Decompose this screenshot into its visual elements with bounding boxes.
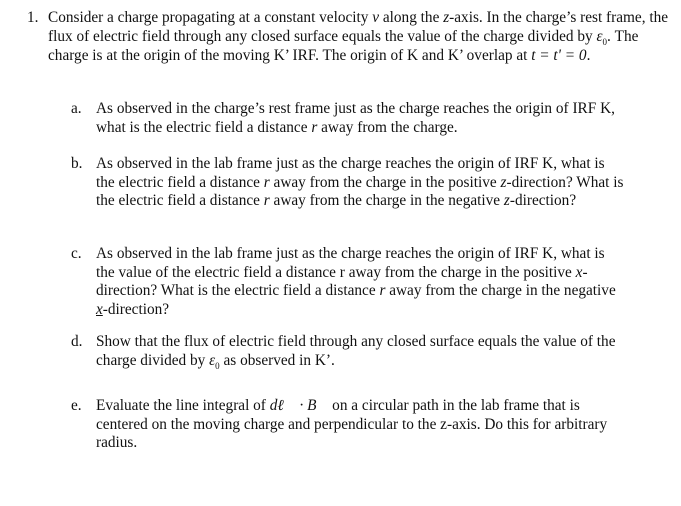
part-a (71, 100, 631, 137)
r-symbol: r (263, 192, 270, 210)
part-b-text (96, 155, 626, 211)
part-b-letter: b. (71, 155, 83, 172)
part-e-text-1: Evaluate the line integral of (96, 397, 270, 414)
part-c-letter: c. (71, 245, 82, 262)
part-c-text-2: -direction? What is the electric field a distance (96, 263, 588, 300)
part-e (71, 397, 631, 453)
epsilon-symbol: ε (209, 351, 216, 369)
part-e-text (96, 397, 626, 453)
x-symbol-underlined: x (96, 301, 103, 319)
part-b-text-2: away from the charge in the positive (269, 173, 501, 191)
problem-intro (48, 9, 672, 66)
epsilon-symbol: ε (596, 27, 603, 45)
part-a-text-1: As observed in the charge’s rest frame just as the charge reaches the origin of IRF K, what is the electric field a distance (96, 100, 615, 136)
z-symbol: z (500, 173, 507, 191)
intro-text-4: . The charge is at the origin of the moving K’ IRF. The origin of K and K’ overlap at (48, 27, 639, 65)
x-symbol: x (575, 263, 583, 281)
z-axis-symbol: z (443, 9, 450, 26)
part-c-text-3: away from the charge in the negative (385, 282, 616, 300)
z-symbol: z (503, 192, 510, 210)
part-d-text-2: as observed in K’. (219, 351, 335, 369)
intro-text-5: . (586, 47, 591, 65)
part-a-letter: a. (71, 100, 82, 117)
epsilon-subscript: 0 (215, 360, 220, 371)
part-e-text-2: on a circular path in the lab frame that is centered on the moving charge and perpendicular to the z-axis. Do this for arbitrary radius. (96, 397, 608, 452)
intro-text-1: Consider a charge propagating at a constant velocity (48, 9, 373, 26)
part-b-text-3: -direction? What is the electric field a distance (96, 173, 624, 210)
part-d-text (96, 333, 626, 371)
dl-dot-b-expression: dℓ⃗ · B⃗ (269, 397, 329, 414)
part-d (71, 333, 631, 371)
r-symbol: r (311, 118, 318, 136)
part-c-text (96, 245, 626, 320)
part-c-text-4: -direction? (102, 301, 170, 319)
problem-1 (27, 9, 672, 66)
part-b-text-1: As observed in the lab frame just as the charge reaches the origin of IRF K, what is the electric field a distance (96, 155, 605, 191)
r-symbol: r (263, 173, 270, 191)
r-symbol: r (379, 282, 386, 300)
intro-text-2: along the (379, 9, 444, 26)
part-c-text-1: As observed in the lab frame just as the charge reaches the origin of IRF K, what is the value of the electric field a distance r away from the charge in the positive (96, 245, 605, 281)
part-a-text (96, 100, 626, 137)
intro-text-3: -axis. In the charge’s rest frame, the flux of electric field through any closed surface equals the value of the charge divided by (48, 9, 669, 45)
part-c (71, 245, 631, 320)
part-b-text-5: -direction? (509, 192, 577, 210)
part-d-letter: d. (71, 333, 83, 350)
epsilon-subscript: 0 (602, 36, 608, 47)
part-e-letter: e. (71, 397, 82, 414)
part-b (71, 155, 631, 211)
time-equation: t = t' = 0 (531, 47, 587, 65)
part-d-text-1: Show that the flux of electric field through any closed surface equals the value of the charge divided by (96, 333, 616, 369)
part-b-text-4: away from the charge in the negative (269, 192, 504, 210)
problem-number: 1. (27, 9, 39, 26)
velocity-symbol: v (372, 9, 380, 26)
part-a-text-2: away from the charge. (317, 118, 458, 136)
